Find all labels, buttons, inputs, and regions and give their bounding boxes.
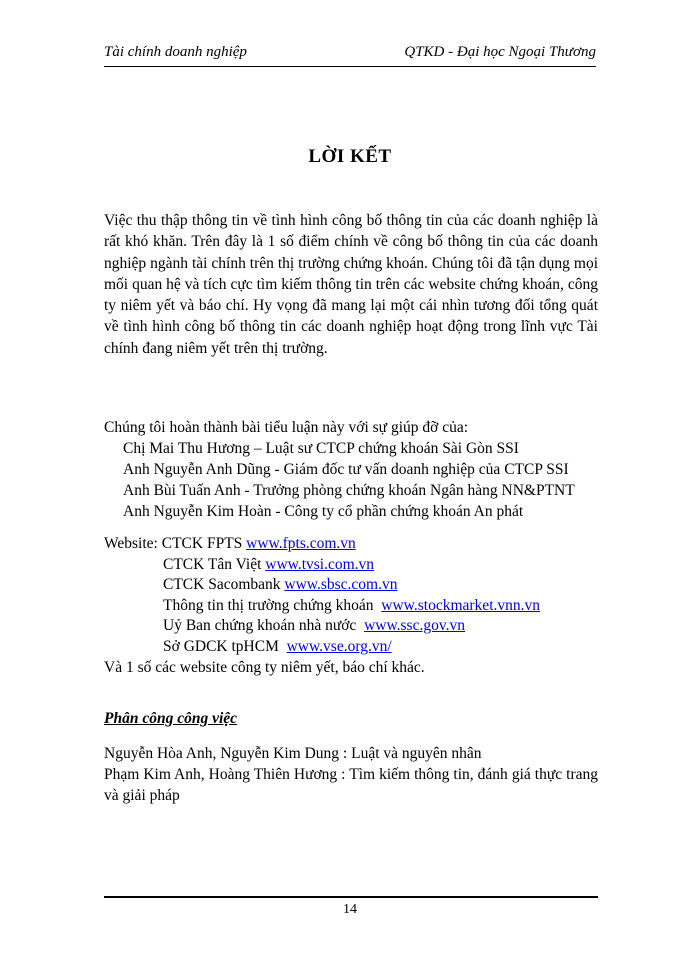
website-row — [104, 575, 540, 596]
acknowledgement-person: Anh Nguyễn Anh Dũng - Giám đốc tư vấn doanh nghiệp của CTCP SSI — [123, 461, 569, 478]
website-name: Sở GDCK tpHCM — [163, 637, 279, 655]
running-header — [104, 40, 596, 67]
assignment-line: Nguyễn Hòa Anh, Nguyễn Kim Dung : Luật và nguyên nhân — [104, 745, 482, 762]
website-row — [104, 534, 540, 555]
website-link[interactable]: www.sbsc.com.vn — [284, 576, 398, 594]
website-row — [104, 616, 540, 637]
assignment-list — [104, 744, 598, 806]
website-link[interactable]: www.ssc.gov.vn — [364, 617, 465, 635]
conclusion-paragraph: Việc thu thập thông tin về tình hình công bố thông tin của các doanh nghiệp là rất khó khăn. Trên đây là 1 số điểm chính về công bố thông tin của các doanh nghiệp ngành tài chính trên thị trường chứng khoán. Chúng tôi đã tận dụng mọi mối quan hệ và tích cực tìm kiếm thông tin trên các website chứng khoán, công ty niêm yết và báo chí. Hy vọng đã mang lại một cái nhìn tương đối tổng quát về tình hình công bố thông tin các doanh nghiệp hoạt động trong lĩnh vực Tài chính đang niêm yết trên thị trường. — [104, 212, 598, 357]
website-closing: Và 1 số các website công ty niêm yết, báo chí khác. — [104, 658, 425, 676]
assignment-heading: Phân công công việc — [104, 710, 238, 727]
acknowledgement-person: Anh Nguyễn Kim Hoàn - Công ty cổ phần chứng khoán An phát — [123, 503, 524, 520]
website-link[interactable]: www.fpts.com.vn — [246, 535, 356, 552]
website-link[interactable]: www.vse.org.vn/ — [286, 637, 392, 655]
page-number: 14 — [343, 902, 357, 917]
website-name: CTCK Sacombank — [163, 576, 281, 594]
website-name: Thông tin thị trường chứng khoán — [163, 596, 374, 614]
website-name: CTCK Tân Việt — [163, 555, 262, 573]
website-row — [104, 555, 540, 576]
website-link[interactable]: www.tvsi.com.vn — [265, 555, 375, 573]
header-course-title: Tài chính doanh nghiệp — [104, 44, 247, 60]
website-name: Uỷ Ban chứng khoán nhà nước — [163, 617, 357, 635]
assignment-line: Phạm Kim Anh, Hoàng Thiên Hương : Tìm kiếm thông tin, đánh giá thực trang và giải pháp — [104, 765, 598, 804]
website-row — [104, 637, 540, 658]
page-title: LỜI KẾT — [308, 146, 392, 167]
website-row — [104, 596, 540, 617]
acknowledgement-list — [123, 438, 575, 522]
website-name: CTCK FPTS — [161, 535, 243, 552]
website-label: Website: — [104, 535, 158, 552]
acknowledgement-person: Anh Bùi Tuấn Anh - Trưởng phòng chứng khoán Ngân hàng NN&PTNT — [123, 482, 575, 499]
header-faculty: QTKD - Đại học Ngoại Thương — [404, 44, 596, 60]
acknowledgement-intro: Chúng tôi hoàn thành bài tiểu luận này với sự giúp đỡ của: — [104, 419, 469, 436]
website-list — [104, 534, 540, 678]
footer-divider — [104, 896, 598, 898]
acknowledgement-person: Chị Mai Thu Hương – Luật sư CTCP chứng khoán Sài Gòn SSI — [123, 440, 519, 457]
website-link[interactable]: www.stockmarket.vnn.vn — [381, 596, 540, 614]
